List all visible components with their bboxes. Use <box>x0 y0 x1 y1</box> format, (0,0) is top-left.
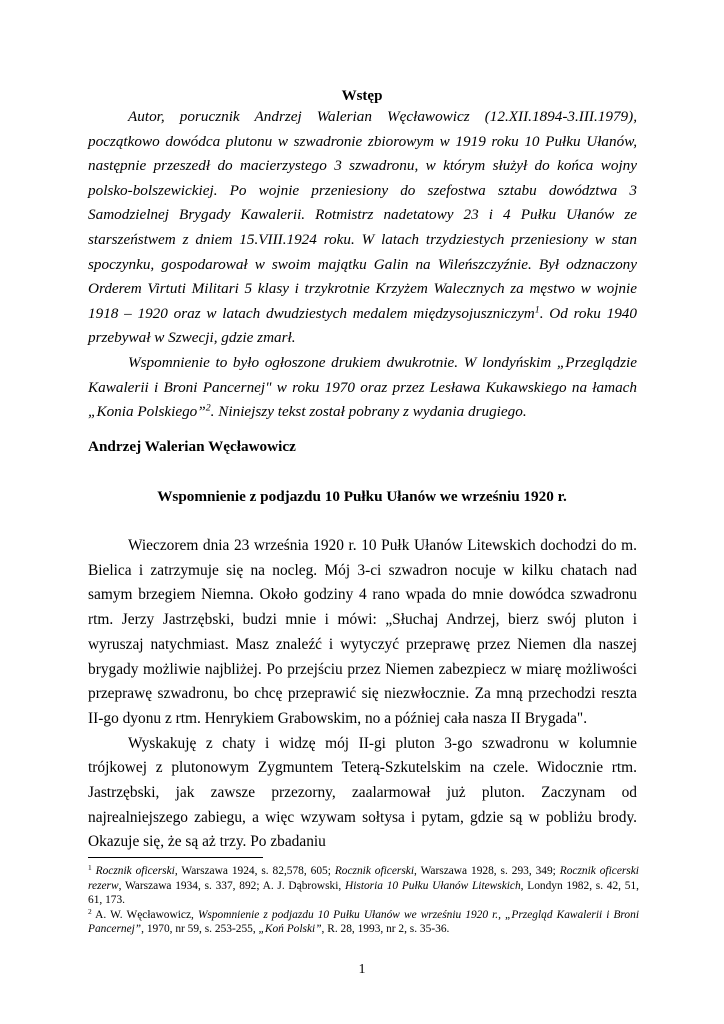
citation-text: , Warszawa 1928, s. 293, 349; <box>414 865 560 877</box>
footnote-divider <box>88 857 263 858</box>
intro-text: . Od roku 1940 przebywał w Szwecji, gdzie zmarł. <box>88 304 637 347</box>
citation-title: Rocznik oficerski <box>95 865 175 877</box>
memoir-title: Wspomnienie z podjazdu 10 Pułku Ułanów we wrześniu 1920 r. <box>157 488 567 505</box>
footnotes <box>88 864 639 937</box>
footnote-ref-1[interactable]: 1 <box>534 304 540 316</box>
citation-title: Wspomnienie z podjazdu 10 Pułku Ułanów we wrześniu 1920 r., „Przegląd Kawalerii i Broni Pancernej” <box>88 908 639 936</box>
footnote-1 <box>88 864 639 908</box>
intro-text: Autor, porucznik Andrzej Walerian Węcławowicz (12.XII.1894-3.III.1979), początkowo dowódca plutonu w szwadronie zbiorowym w 1919 roku 10 Pułku Ułanów, następnie przeszedł do macierzystego 3 szwadronu, w którym służył do końca wojny polsko-bolszewickiej. Po wojnie przeniesiony do szefostwa sztabu dowództwa 3 Samodzielnej Brygady Kawalerii. Rotmistrz nadetatowy 23 i 4 Pułku Ułanów ze starszeństwem z dniem 15.VIII.1924 roku. W latach trzydziestych przeniesiony w stan spoczynku, gospodarował w swoim majątku Galin na Wileńszczyźnie. Był odznaczony Orderem Virtuti Militari 5 klasy i trzykrotnie Krzyżem Walecznych za męstwo w wojnie 1918 – 1920 oraz w latach dwudziestych medalem międzysojuszniczym <box>88 108 637 322</box>
memoir-body <box>88 534 637 855</box>
introduction <box>88 105 637 425</box>
body-paragraph: Wieczorem dnia 23 września 1920 r. 10 Pułk Ułanów Litewskich dochodzi do m. Bielica i zatrzymuje się na nocleg. Mój 3-ci szwadron nocuje w kilku chatach nad samym brzegiem Niemna. Około godziny 4 rano wpada do mnie dowódca szwadronu rtm. Jerzy Jastrzębski, budzi mnie i mówi: „Słuchaj Andrzej, bierz swój pluton i wyruszaj natychmiast. Masz znaleźć i wytyczyć przeprawę przez Niemen dla naszej brygady możliwie najbliżej. Po przejściu przez Niemen zabezpiecz w miarę możliwości przeprawę szwadronu, bo chcę przeprawić się niezwłocznie. Za mną przechodzi reszta II-go dyonu z rtm. Henrykiem Grabowskim, no a później cała nasza II Brygada". <box>88 537 637 727</box>
footnote-2 <box>88 908 639 937</box>
citation-text: , 1970, nr 59, s. 253-255, <box>141 923 259 936</box>
citation-text: , Warszawa 1924, s. 82,578, 605; <box>174 865 335 877</box>
citation-title: Rocznik oficerski rezerw <box>88 865 639 892</box>
intro-paragraph <box>88 105 637 351</box>
citation-title: „Koń Polski” <box>258 923 322 936</box>
citation-text: A. W. Węcławowicz, <box>91 908 198 921</box>
citation-text: , R. 28, 1993, nr 2, s. 35-36. <box>321 923 450 936</box>
citation-title: Rocznik oficerski <box>334 865 415 877</box>
body-paragraph: Wyskakuję z chaty i widzę mój II-gi pluton 3-go szwadronu w kolumnie trójkowej z plutonowym Zygmuntem Teterą-Szkutelskim na czele. Widocznie rtm. Jastrzębski, jak zawsze przezorny, zaalarmował już pluton. Zaczynam od najrealniejszego zabiegu, a więc wzywam sołtysa i pytam, gdzie są w pobliżu brody. Okazuje się, że są aż trzy. Po zbadaniu <box>88 734 637 851</box>
intro-text: Wspomnienie to było ogłoszone drukiem dwukrotnie. W londyńskim „Przeglądzie Kawalerii i Broni Pancernej" w roku 1970 oraz przez Lesława Kukawskiego na łamach „Konia Polskiego” <box>88 353 637 421</box>
intro-text: . Niniejszy tekst został pobrany z wydania drugiego. <box>210 403 527 421</box>
citation-text: , Londyn 1982, s. 42, 51, 61, 173. <box>88 879 640 907</box>
citation-title: Historia 10 Pułku Ułanów Litewskich <box>345 879 521 892</box>
footnote-ref-2[interactable]: 2 <box>205 402 211 414</box>
page-number: 1 <box>358 962 366 977</box>
footnote-mark: 1 <box>88 862 92 872</box>
footnote-mark: 2 <box>88 906 92 916</box>
author-name: Andrzej Walerian Węcławowicz <box>88 438 296 455</box>
page-heading: Wstęp <box>341 88 383 104</box>
citation-text: , Warszawa 1934, s. 337, 892; A. J. Dąbrowski, <box>118 879 345 892</box>
intro-paragraph <box>88 351 637 425</box>
